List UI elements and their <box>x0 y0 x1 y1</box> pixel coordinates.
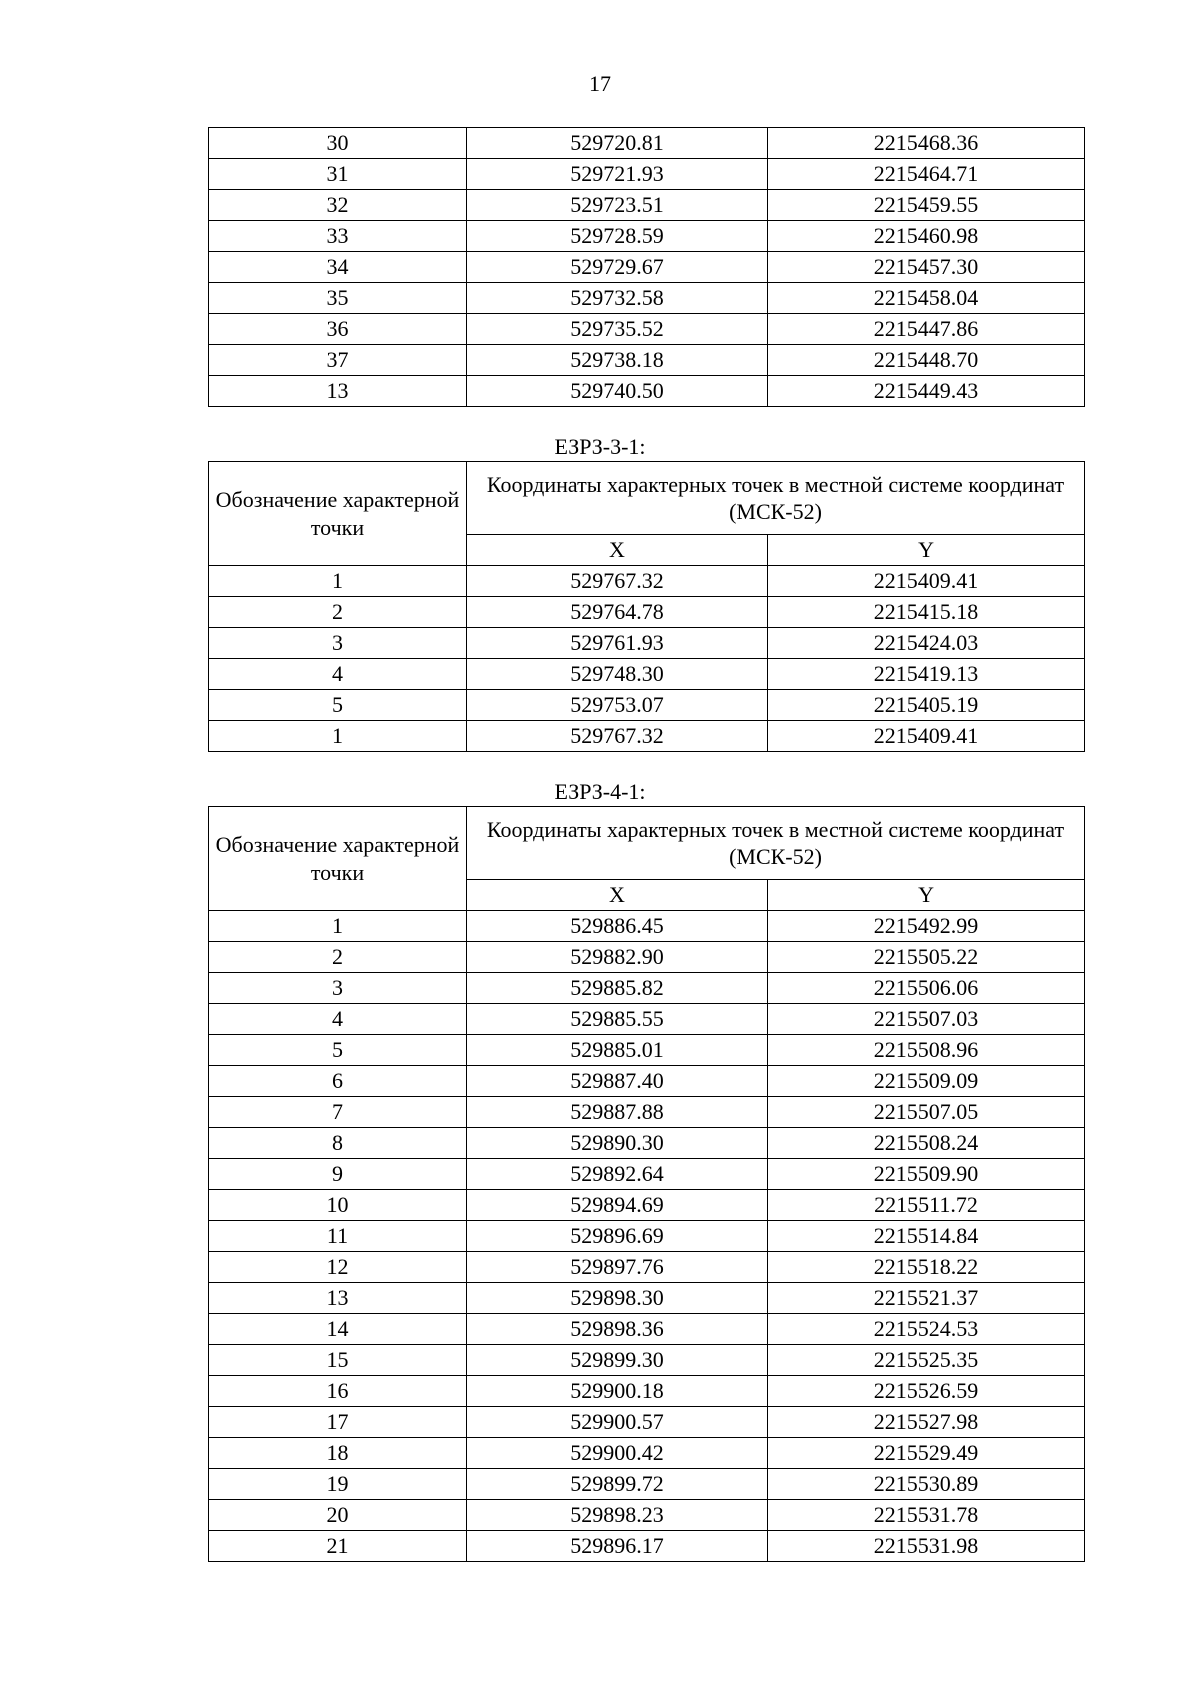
cell-y: 2215457.30 <box>768 252 1085 283</box>
table-row <box>209 221 1085 252</box>
cell-point-number: 2 <box>209 942 467 973</box>
header-coordinates: Координаты характерных точек в местной системе координат (МСК-52) <box>467 462 1085 535</box>
cell-y: 2215531.78 <box>768 1500 1085 1531</box>
cell-y: 2215464.71 <box>768 159 1085 190</box>
cell-x: 529723.51 <box>467 190 768 221</box>
cell-y: 2215531.98 <box>768 1531 1085 1562</box>
header-point-designation: Обозначение характерной точки <box>209 807 467 911</box>
cell-point-number: 4 <box>209 659 467 690</box>
header-x: X <box>467 880 768 911</box>
cell-x: 529767.32 <box>467 566 768 597</box>
cell-point-number: 5 <box>209 1035 467 1066</box>
table-row <box>209 1159 1085 1190</box>
cell-x: 529890.30 <box>467 1128 768 1159</box>
table-row <box>209 1314 1085 1345</box>
cell-x: 529735.52 <box>467 314 768 345</box>
cell-point-number: 3 <box>209 628 467 659</box>
cell-x: 529887.88 <box>467 1097 768 1128</box>
cell-point-number: 6 <box>209 1066 467 1097</box>
table-row <box>209 1376 1085 1407</box>
cell-point-number: 33 <box>209 221 467 252</box>
cell-x: 529738.18 <box>467 345 768 376</box>
cell-x: 529720.81 <box>467 128 768 159</box>
cell-y: 2215521.37 <box>768 1283 1085 1314</box>
table-row <box>209 911 1085 942</box>
cell-point-number: 32 <box>209 190 467 221</box>
cell-x: 529885.55 <box>467 1004 768 1035</box>
cell-x: 529729.67 <box>467 252 768 283</box>
cell-y: 2215405.19 <box>768 690 1085 721</box>
table-row <box>209 1469 1085 1500</box>
cell-y: 2215447.86 <box>768 314 1085 345</box>
cell-x: 529887.40 <box>467 1066 768 1097</box>
cell-x: 529892.64 <box>467 1159 768 1190</box>
cell-x: 529748.30 <box>467 659 768 690</box>
section-title-ezrz-3-1: ЕЗРЗ-3-1: <box>554 434 646 459</box>
table-row <box>209 1500 1085 1531</box>
cell-point-number: 35 <box>209 283 467 314</box>
cell-x: 529897.76 <box>467 1252 768 1283</box>
table-row <box>209 252 1085 283</box>
cell-point-number: 16 <box>209 1376 467 1407</box>
cell-y: 2215507.03 <box>768 1004 1085 1035</box>
cell-point-number: 1 <box>209 721 467 752</box>
table-row <box>209 1407 1085 1438</box>
header-point-designation: Обозначение характерной точки <box>209 462 467 566</box>
cell-x: 529732.58 <box>467 283 768 314</box>
table-row <box>209 283 1085 314</box>
table-row <box>209 566 1085 597</box>
table-header <box>209 462 1085 566</box>
cell-x: 529899.72 <box>467 1469 768 1500</box>
table-row <box>209 1252 1085 1283</box>
cell-y: 2215530.89 <box>768 1469 1085 1500</box>
cell-point-number: 1 <box>209 911 467 942</box>
coordinates-table-ezrz-4-1 <box>208 806 1085 1562</box>
cell-y: 2215492.99 <box>768 911 1085 942</box>
cell-x: 529896.69 <box>467 1221 768 1252</box>
table-row <box>209 1345 1085 1376</box>
cell-y: 2215448.70 <box>768 345 1085 376</box>
cell-x: 529885.01 <box>467 1035 768 1066</box>
cell-point-number: 4 <box>209 1004 467 1035</box>
cell-y: 2215514.84 <box>768 1221 1085 1252</box>
cell-point-number: 18 <box>209 1438 467 1469</box>
page-number: 17 <box>589 71 611 96</box>
cell-x: 529740.50 <box>467 376 768 407</box>
section-title-ezrz-4-1: ЕЗРЗ-4-1: <box>554 779 646 804</box>
cell-y: 2215449.43 <box>768 376 1085 407</box>
cell-point-number: 9 <box>209 1159 467 1190</box>
cell-x: 529761.93 <box>467 628 768 659</box>
cell-y: 2215424.03 <box>768 628 1085 659</box>
table-row <box>209 1190 1085 1221</box>
cell-point-number: 30 <box>209 128 467 159</box>
cell-x: 529896.17 <box>467 1531 768 1562</box>
cell-point-number: 2 <box>209 597 467 628</box>
cell-point-number: 34 <box>209 252 467 283</box>
cell-x: 529898.30 <box>467 1283 768 1314</box>
table-row <box>209 1128 1085 1159</box>
cell-x: 529882.90 <box>467 942 768 973</box>
cell-y: 2215526.59 <box>768 1376 1085 1407</box>
cell-point-number: 10 <box>209 1190 467 1221</box>
cell-point-number: 17 <box>209 1407 467 1438</box>
cell-x: 529728.59 <box>467 221 768 252</box>
cell-y: 2215507.05 <box>768 1097 1085 1128</box>
cell-x: 529898.23 <box>467 1500 768 1531</box>
cell-y: 2215409.41 <box>768 721 1085 752</box>
table-row <box>209 973 1085 1004</box>
table-row <box>209 942 1085 973</box>
cell-x: 529898.36 <box>467 1314 768 1345</box>
table-row <box>209 1066 1085 1097</box>
cell-x: 529900.18 <box>467 1376 768 1407</box>
cell-y: 2215459.55 <box>768 190 1085 221</box>
cell-point-number: 19 <box>209 1469 467 1500</box>
table-row <box>209 721 1085 752</box>
table-row <box>209 345 1085 376</box>
cell-y: 2215527.98 <box>768 1407 1085 1438</box>
cell-x: 529753.07 <box>467 690 768 721</box>
table-row <box>209 1004 1085 1035</box>
cell-y: 2215524.53 <box>768 1314 1085 1345</box>
cell-point-number: 37 <box>209 345 467 376</box>
cell-y: 2215419.13 <box>768 659 1085 690</box>
cell-point-number: 14 <box>209 1314 467 1345</box>
header-y: Y <box>768 535 1085 566</box>
cell-x: 529900.57 <box>467 1407 768 1438</box>
cell-point-number: 36 <box>209 314 467 345</box>
table-row <box>209 659 1085 690</box>
cell-point-number: 11 <box>209 1221 467 1252</box>
cell-y: 2215529.49 <box>768 1438 1085 1469</box>
cell-y: 2215409.41 <box>768 566 1085 597</box>
table-row <box>209 159 1085 190</box>
cell-y: 2215508.96 <box>768 1035 1085 1066</box>
table-body <box>209 566 1085 752</box>
cell-y: 2215506.06 <box>768 973 1085 1004</box>
cell-x: 529885.82 <box>467 973 768 1004</box>
cell-y: 2215509.90 <box>768 1159 1085 1190</box>
cell-x: 529894.69 <box>467 1190 768 1221</box>
table-row <box>209 376 1085 407</box>
cell-point-number: 1 <box>209 566 467 597</box>
cell-y: 2215508.24 <box>768 1128 1085 1159</box>
cell-x: 529886.45 <box>467 911 768 942</box>
cell-point-number: 13 <box>209 376 467 407</box>
table-body <box>209 911 1085 1562</box>
cell-x: 529764.78 <box>467 597 768 628</box>
table-row <box>209 1531 1085 1562</box>
header-y: Y <box>768 880 1085 911</box>
cell-point-number: 5 <box>209 690 467 721</box>
cell-point-number: 7 <box>209 1097 467 1128</box>
table-row <box>209 690 1085 721</box>
coordinates-table-continuation <box>208 127 1085 407</box>
cell-point-number: 12 <box>209 1252 467 1283</box>
table-row <box>209 1035 1085 1066</box>
cell-y: 2215505.22 <box>768 942 1085 973</box>
cell-y: 2215509.09 <box>768 1066 1085 1097</box>
cell-x: 529721.93 <box>467 159 768 190</box>
table-row <box>209 314 1085 345</box>
cell-y: 2215525.35 <box>768 1345 1085 1376</box>
header-x: X <box>467 535 768 566</box>
table-row <box>209 190 1085 221</box>
table-row <box>209 1438 1085 1469</box>
cell-y: 2215468.36 <box>768 128 1085 159</box>
table-body <box>209 128 1085 407</box>
cell-point-number: 15 <box>209 1345 467 1376</box>
coordinates-table-ezrz-3-1 <box>208 461 1085 752</box>
cell-x: 529900.42 <box>467 1438 768 1469</box>
table-row <box>209 628 1085 659</box>
table-row <box>209 1221 1085 1252</box>
cell-y: 2215511.72 <box>768 1190 1085 1221</box>
cell-point-number: 20 <box>209 1500 467 1531</box>
header-coordinates: Координаты характерных точек в местной системе координат (МСК-52) <box>467 807 1085 880</box>
table-row <box>209 1283 1085 1314</box>
cell-x: 529899.30 <box>467 1345 768 1376</box>
table-row <box>209 1097 1085 1128</box>
cell-point-number: 31 <box>209 159 467 190</box>
cell-point-number: 21 <box>209 1531 467 1562</box>
cell-y: 2215458.04 <box>768 283 1085 314</box>
table-row <box>209 128 1085 159</box>
cell-point-number: 8 <box>209 1128 467 1159</box>
table-header <box>209 807 1085 911</box>
table-row <box>209 597 1085 628</box>
cell-point-number: 13 <box>209 1283 467 1314</box>
cell-y: 2215460.98 <box>768 221 1085 252</box>
cell-y: 2215415.18 <box>768 597 1085 628</box>
cell-y: 2215518.22 <box>768 1252 1085 1283</box>
cell-x: 529767.32 <box>467 721 768 752</box>
cell-point-number: 3 <box>209 973 467 1004</box>
